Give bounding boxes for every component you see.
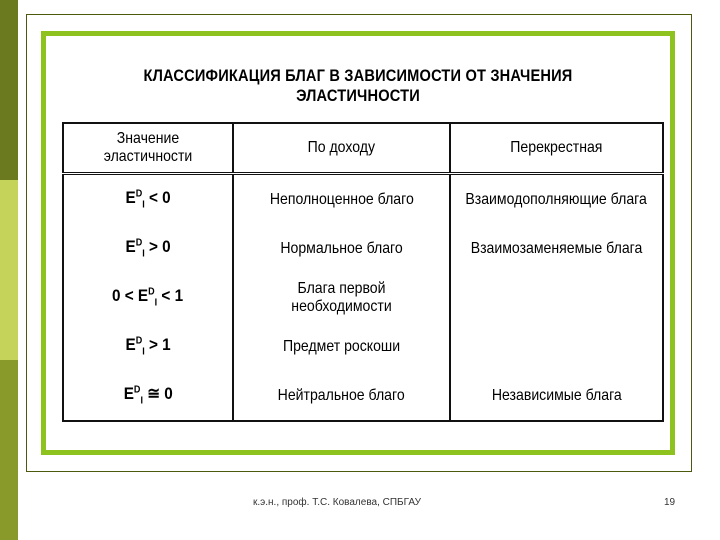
elasticity-cell: $E^D_I < 0$ [63,174,233,225]
table-row [63,322,663,371]
income-cell: Блага первой необходимости [233,273,450,322]
elasticity-cell: $0 < E^D_I < 1$ [63,273,233,322]
cross-cell: Взаимозаменяемые блага [450,224,663,273]
slide-green-border [41,31,675,455]
cross-cell: Независимые блага [450,371,663,421]
cross-cell [450,273,663,322]
side-strip-bottom [0,360,18,540]
elasticity-cell: $E^D_I > 1$ [63,322,233,371]
side-strip-middle [0,180,18,360]
cross-cell: Взаимодополняющие блага [450,174,663,225]
footer-author: к.э.н., проф. Т.С. Ковалева, СПБГАУ [253,497,421,508]
income-cell: Нейтральное благо [233,371,450,421]
table-row [63,224,663,273]
elasticity-cell: $E^D_I > 0$ [63,224,233,273]
elasticity-cell: $E^D_I$ ≅ 0 [63,371,233,421]
slide-number: 19 [664,497,676,508]
elasticity-table [62,122,664,422]
side-strip-top [0,0,18,180]
cross-cell [450,322,663,371]
income-cell: Неполноценное благо [233,174,450,225]
slide-frame [26,14,692,472]
table-header-row [63,123,663,174]
header-cross: Перекрестная [450,123,663,174]
header-elasticity-value: Значение эластичности [63,123,233,174]
table-row [63,371,663,421]
table-row [63,174,663,225]
header-income: По доходу [233,123,450,174]
scanned-table-image [46,36,670,450]
income-cell: Предмет роскоши [233,322,450,371]
table-row [63,273,663,322]
slide-title: КЛАССИФИКАЦИЯ БЛАГ В ЗАВИСИМОСТИ ОТ ЗНАЧЕНИЯ ЭЛАСТИЧНОСТИ [143,66,573,105]
income-cell: Нормальное благо [233,224,450,273]
